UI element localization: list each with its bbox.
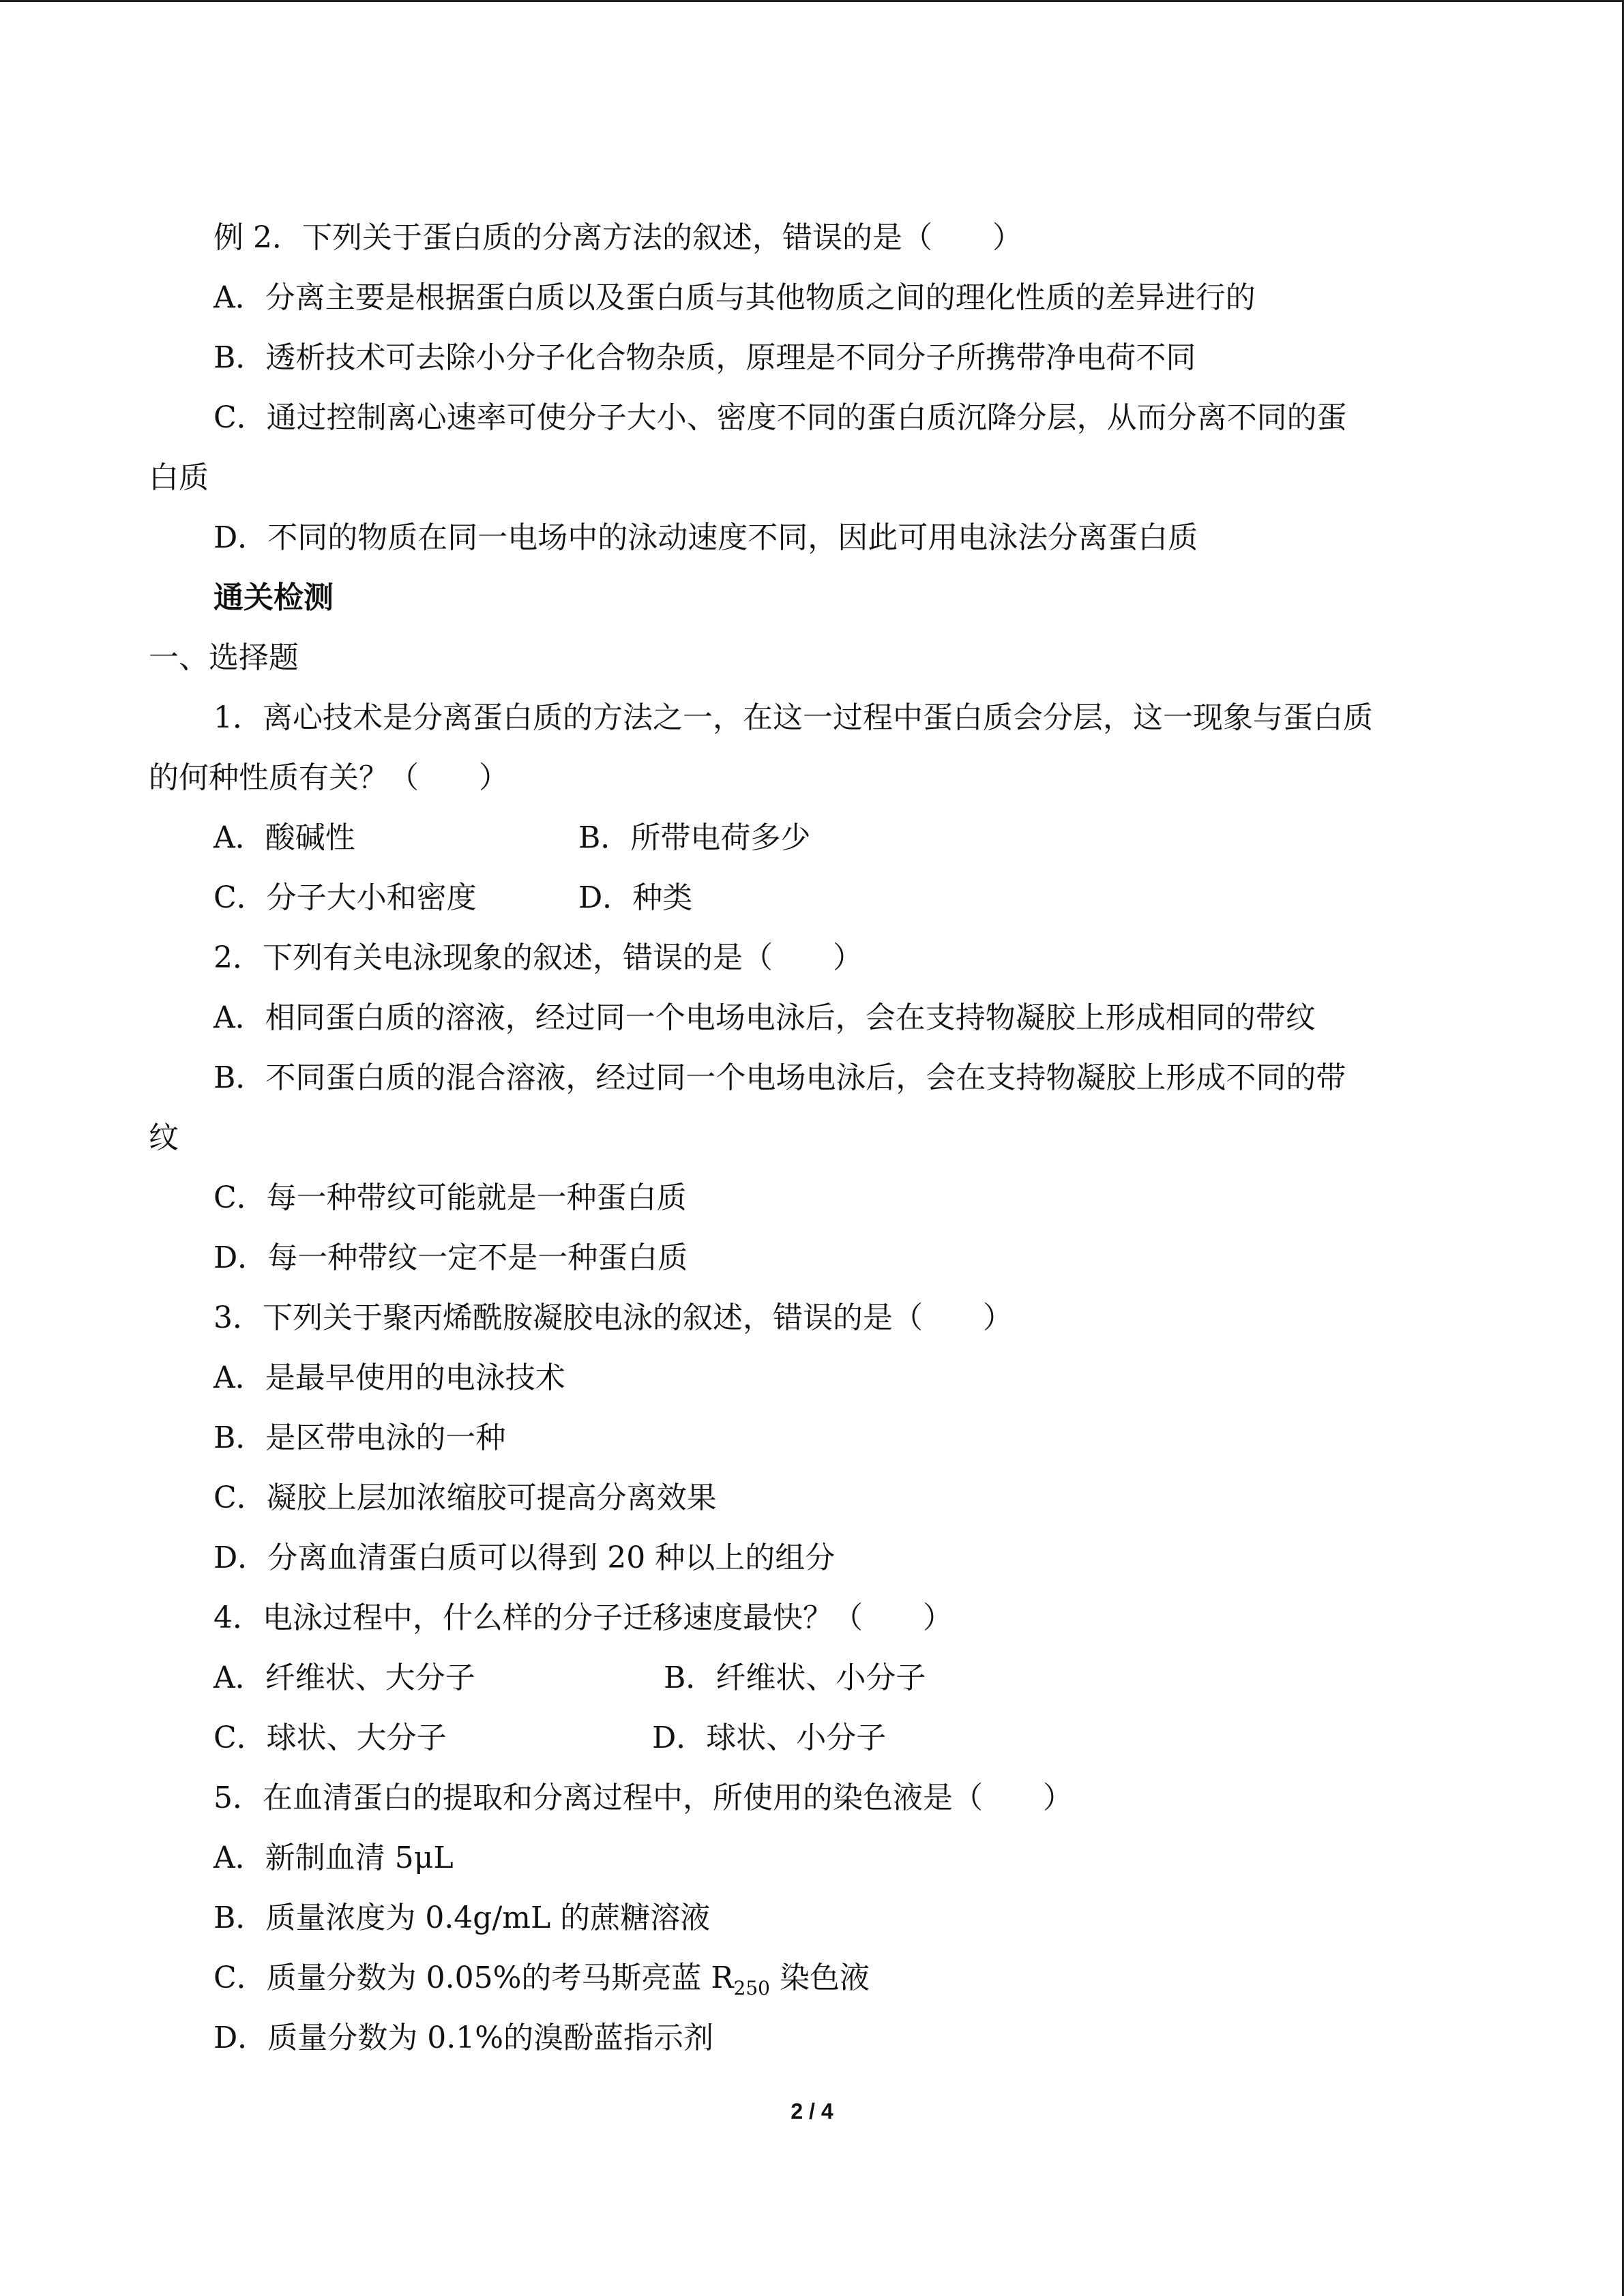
- q1-option-b: B．所带电荷多少: [578, 820, 811, 855]
- q5-option-c-text: C．质量分数为 0.05%的考马斯亮蓝 R: [213, 1960, 734, 1995]
- q1-option-c: C．分子大小和密度: [213, 880, 477, 915]
- q3-option-c: C．凝胶上层加浓缩胶可提高分离效果: [213, 1480, 717, 1515]
- q5-option-c-subscript: 250: [733, 1976, 770, 1999]
- example-2-option-d: D．不同的物质在同一电场中的泳动速度不同，因此可用电泳法分离蛋白质: [213, 520, 1198, 555]
- q3-option-a: A．是最早使用的电泳技术: [213, 1360, 565, 1395]
- q4-options-row2: [149, 1708, 1479, 1768]
- q4-option-b: B．纤维状、小分子: [664, 1660, 926, 1695]
- q3-stem: 3．下列关于聚丙烯酰胺凝胶电泳的叙述，错误的是（ ）: [213, 1300, 1013, 1335]
- q5-option-b: B．质量浓度为 0.4g/mL 的蔗糖溶液: [213, 1900, 711, 1935]
- q5-stem: 5．在血清蛋白的提取和分离过程中，所使用的染色液是（ ）: [213, 1780, 1073, 1815]
- q1-option-a: A．酸碱性: [213, 820, 355, 855]
- q2-option-b-line1: B．不同蛋白质的混合溶液，经过同一个电场电泳后，会在支持物凝胶上形成不同的带: [213, 1060, 1346, 1095]
- page-number: 2 / 4: [791, 2099, 833, 2123]
- section-title: 通关检测: [213, 580, 334, 615]
- q1-options-row1: [149, 808, 1479, 868]
- q1-stem-line2: 的何种性质有关？（ ）: [149, 760, 509, 795]
- q4-stem: 4．电泳过程中，什么样的分子迁移速度最快？（ ）: [213, 1600, 953, 1635]
- q5-option-c-suffix: 染色液: [770, 1960, 870, 1995]
- q4-option-a: A．纤维状、大分子: [213, 1660, 475, 1695]
- q1-option-d: D．种类: [578, 880, 693, 915]
- example-2-option-c-line1: C．通过控制离心速率可使分子大小、密度不同的蛋白质沉降分层，从而分离不同的蛋: [213, 400, 1347, 435]
- example-2-option-a: A．分离主要是根据蛋白质以及蛋白质与其他物质之间的理化性质的差异进行的: [213, 280, 1256, 315]
- q3-option-b: B．是区带电泳的一种: [213, 1420, 506, 1455]
- q2-stem: 2．下列有关电泳现象的叙述，错误的是（ ）: [213, 940, 863, 975]
- q5-option-a: A．新制血清 5μL: [213, 1840, 454, 1875]
- subsection-title: 一、选择题: [149, 640, 299, 675]
- q4-option-c: C．球状、大分子: [213, 1720, 447, 1755]
- example-2-question: 例 2．下列关于蛋白质的分离方法的叙述，错误的是（ ）: [213, 220, 1022, 255]
- page-content: [149, 208, 1479, 2068]
- q4-option-d: D．球状、小分子: [652, 1720, 887, 1755]
- page-top-border: [0, 0, 1624, 2]
- q5-option-d: D．质量分数为 0.1%的溴酚蓝指示剂: [213, 2021, 714, 2055]
- q3-option-d: D．分离血清蛋白质可以得到 20 种以上的组分: [213, 1540, 836, 1575]
- q2-option-b-line2: 纹: [149, 1120, 179, 1155]
- q2-option-c: C．每一种带纹可能就是一种蛋白质: [213, 1180, 687, 1215]
- q4-options-row1: [149, 1648, 1479, 1708]
- q1-options-row2: [149, 868, 1479, 928]
- example-2-option-c-line2: 白质: [149, 460, 209, 495]
- q2-option-d: D．每一种带纹一定不是一种蛋白质: [213, 1240, 688, 1275]
- q2-option-a: A．相同蛋白质的溶液，经过同一个电场电泳后，会在支持物凝胶上形成相同的带纹: [213, 1000, 1316, 1035]
- q5-option-c: [149, 1948, 1479, 2008]
- example-2-option-b: B．透析技术可去除小分子化合物杂质，原理是不同分子所携带净电荷不同: [213, 340, 1196, 375]
- q1-stem-line1: 1．离心技术是分离蛋白质的方法之一，在这一过程中蛋白质会分层，这一现象与蛋白质: [213, 700, 1373, 735]
